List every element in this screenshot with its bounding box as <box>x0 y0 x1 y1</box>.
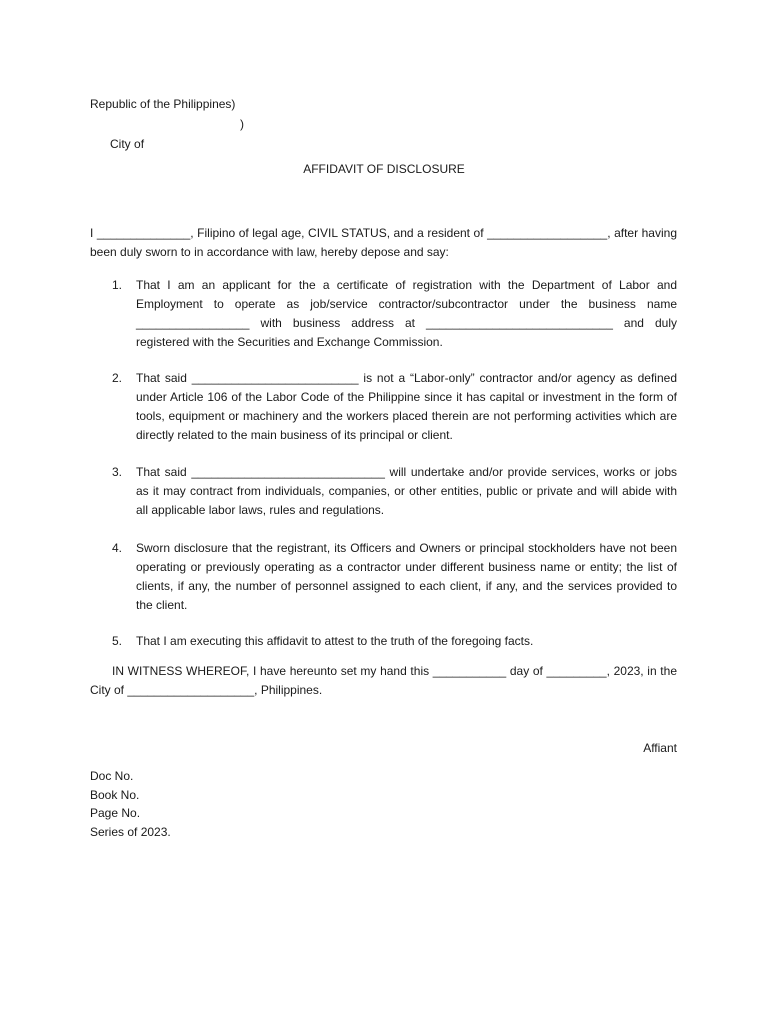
venue-header <box>90 94 244 151</box>
document-title: AFFIDAVIT OF DISCLOSURE <box>303 162 465 176</box>
witness-paragraph: IN WITNESS WHEREOF, I have hereunto set my hand this ___________ day of _________, 2023, in the City of ___________________, Philippines. <box>90 664 677 697</box>
series: Series of 2023. <box>90 824 171 839</box>
item-number: 4. <box>112 541 123 555</box>
item-text: That said _________________________ is not a “Labor-only” contractor and/or agency as defined under Article 106 of the Labor Code of the Philippine since it has capital or investment in the form of tools, equipment or machinery and the workers placed therein are not performing activities which are directly related to the main business of its principal or client. <box>136 371 677 442</box>
item-text: That I am executing this affidavit to attest to the truth of the foregoing facts. <box>136 634 534 648</box>
notary-block <box>90 767 171 841</box>
city-paren: ) <box>240 117 244 131</box>
city-line <box>90 114 244 151</box>
city-label: City of <box>110 137 145 151</box>
book-no: Book No. <box>90 787 140 802</box>
item-number: 1. <box>112 278 123 292</box>
item-number: 5. <box>112 634 123 648</box>
item-text: That I am an applicant for the a certificate of registration with the Department of Labor and Employment to operate as job/service contractor/subcontractor under the business name _________________ with business address at ____________________________ and duly registered with the Securities and Exchange Commission. <box>136 278 677 349</box>
list-item <box>112 369 677 445</box>
republic-line: Republic of the Philippines) <box>90 97 236 111</box>
list-item <box>112 632 677 651</box>
doc-no: Doc No. <box>90 769 134 783</box>
item-number: 3. <box>112 465 123 479</box>
item-text: That said _____________________________ will undertake and/or provide services, works or jobs as it may contract from individuals, companies, or other entities, public or private and will abide with all applicable labor laws, rules and regulations. <box>136 465 677 517</box>
item-text: Sworn disclosure that the registrant, its Officers and Owners or principal stockholders have not been operating or previously operating as a contractor under different business name or entity; the list of clients, if any, the number of personnel assigned to each client, if any, and the services provided to the client. <box>136 541 677 612</box>
intro-paragraph: I ______________, Filipino of legal age, CIVIL STATUS, and a resident of __________________, after having been duly sworn to in accordance with law, hereby depose and say: <box>90 226 677 259</box>
page-no: Page No. <box>90 806 141 820</box>
list-item <box>112 276 677 352</box>
list-item <box>112 539 677 615</box>
list-item <box>112 463 677 520</box>
affiant-label: Affiant <box>643 741 677 755</box>
item-number: 2. <box>112 371 123 385</box>
